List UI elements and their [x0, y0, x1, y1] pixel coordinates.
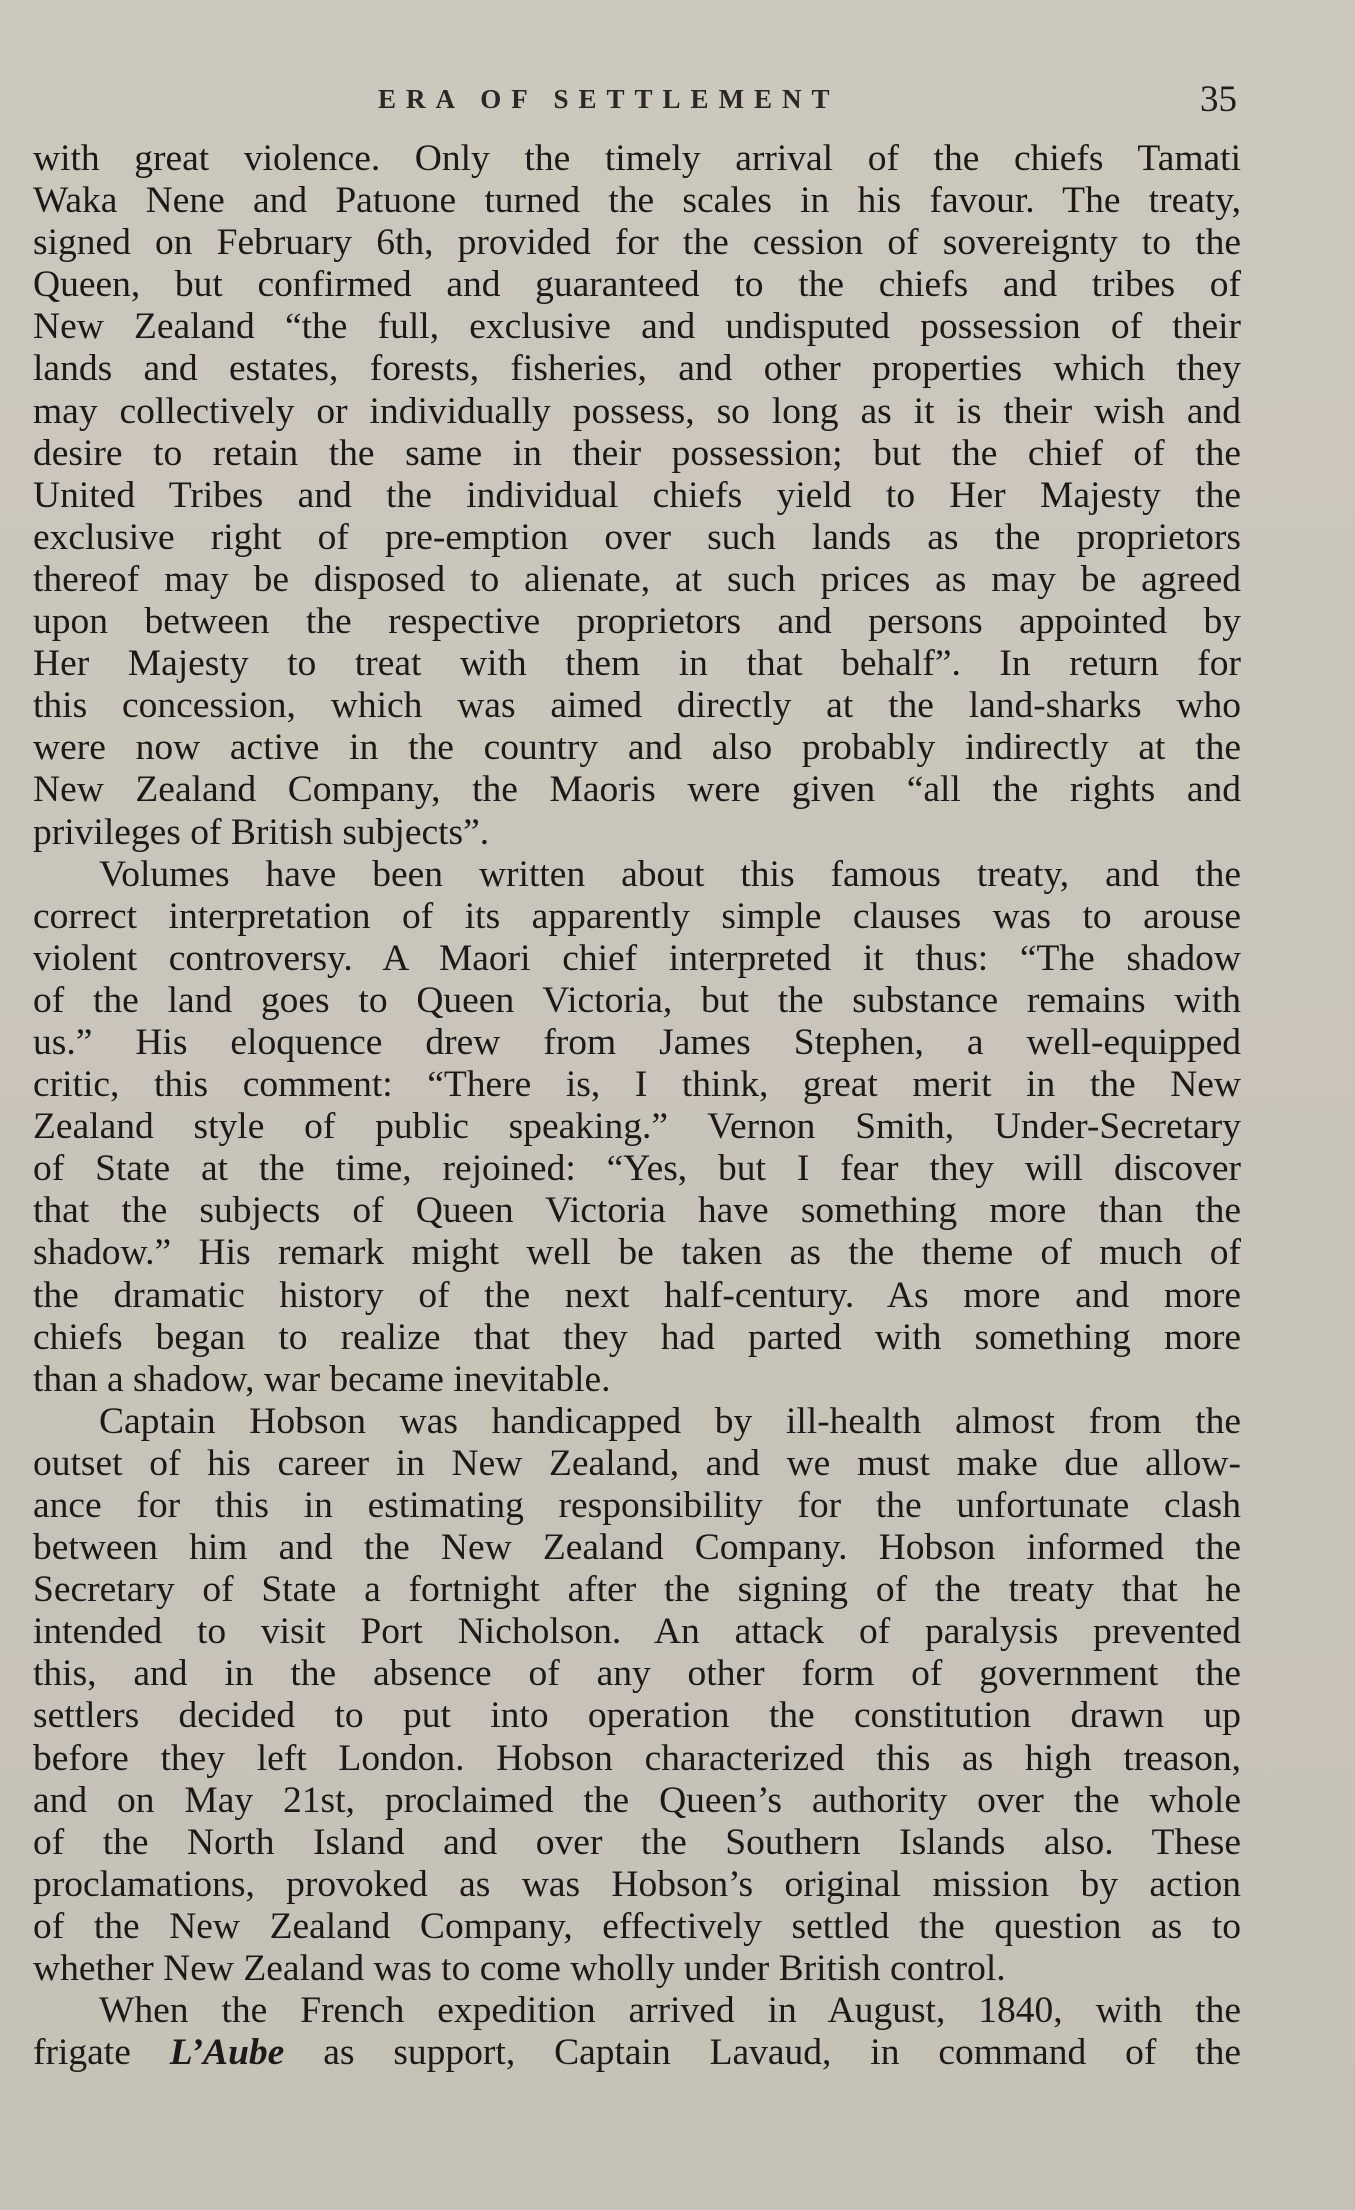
text-line: with great violence. Only the timely arrival of the chiefs Tamati — [33, 138, 1241, 179]
text-line: correct interpretation of its apparently simple clauses was to arouse — [33, 895, 1241, 937]
text-line: than a shadow, war became inevitable. — [33, 1358, 611, 1400]
text-line: of the New Zealand Company, effectively settled the question as to — [33, 1905, 1241, 1947]
text-line: and on May 21st, proclaimed the Queen’s authority over the whole — [33, 1779, 1241, 1821]
text-line: ance for this in estimating responsibility for the unfortunate clash — [33, 1485, 1241, 1526]
text-line: us.” His eloquence drew from James Stephen, a well-equipped — [33, 1021, 1241, 1063]
text-line: whether New Zealand was to come wholly under British control. — [33, 1948, 1006, 1990]
text-line: before they left London. Hobson characterized this as high treason, — [33, 1737, 1241, 1779]
text-line: When the French expedition arrived in August, 1840, with the — [99, 1990, 1241, 2032]
text-line: Queen, but confirmed and guaranteed to the chiefs and tribes of — [33, 264, 1241, 306]
text-line: of State at the time, rejoined: “Yes, but I fear they will discover — [33, 1148, 1241, 1190]
text-line: New Zealand Company, the Maoris were given “all the rights and — [33, 769, 1241, 811]
page-number: 35 — [1200, 79, 1237, 120]
text-line: critic, this comment: “There is, I think, great merit in the New — [33, 1064, 1241, 1106]
text-line: this, and in the absence of any other form of government the — [33, 1653, 1241, 1695]
text-line: between him and the New Zealand Company. Hobson informed the — [33, 1527, 1241, 1569]
text-line: Waka Nene and Patuone turned the scales in his favour. The treaty, — [33, 180, 1241, 222]
text-line: United Tribes and the individual chiefs yield to Her Majesty the — [33, 474, 1241, 516]
text-line: that the subjects of Queen Victoria have something more than the — [33, 1190, 1241, 1232]
text-line: proclamations, provoked as was Hobson’s original mission by action — [33, 1863, 1241, 1905]
text-line: upon between the respective proprietors and persons appointed by — [33, 601, 1241, 643]
text-line: privileges of British subjects”. — [33, 811, 490, 853]
text-line: this concession, which was aimed directly at the land-sharks who — [33, 685, 1241, 727]
text-line: the dramatic history of the next half-century. As more and more — [33, 1274, 1241, 1316]
text-line: outset of his career in New Zealand, and we must make due allow- — [33, 1442, 1241, 1484]
running-head — [0, 78, 1355, 126]
text-line: may collectively or individually possess, so long as it is their wish and — [33, 390, 1241, 432]
text-line: Her Majesty to treat with them in that behalf”. In return for — [33, 643, 1241, 685]
text-line: exclusive right of pre-emption over such lands as the proprietors — [33, 516, 1241, 558]
text-line: Zealand style of public speaking.” Vernon Smith, Under-Secretary — [33, 1106, 1241, 1148]
text-line: of the land goes to Queen Victoria, but the substance remains with — [33, 979, 1241, 1021]
text-line: desire to retain the same in their possession; but the chief of the — [33, 432, 1241, 474]
running-title: ERA OF SETTLEMENT — [378, 84, 840, 114]
text-line: shadow.” His remark might well be taken as the theme of much of — [33, 1232, 1241, 1274]
text-line: New Zealand “the full, exclusive and undisputed possession of their — [33, 306, 1241, 348]
text-line: violent controversy. A Maori chief interpreted it thus: “The shadow — [33, 937, 1241, 979]
text-line: Secretary of State a fortnight after the signing of the treaty that he — [33, 1569, 1241, 1611]
text-line: of the North Island and over the Southern Islands also. These — [33, 1821, 1241, 1863]
ship-name-italic: L’Aube — [169, 2032, 285, 2074]
text-fragment: as support, Captain Lavaud, in command of the — [284, 2032, 1241, 2074]
text-line: intended to visit Port Nicholson. An attack of paralysis prevented — [33, 1611, 1241, 1653]
text-line: settlers decided to put into operation the constitution drawn up — [33, 1695, 1241, 1737]
text-line-last — [33, 2032, 1241, 2074]
text-line: were now active in the country and also probably indirectly at the — [33, 727, 1241, 769]
body-text — [33, 138, 1241, 2074]
text-line: Volumes have been written about this famous treaty, and the — [99, 853, 1241, 895]
text-line: thereof may be disposed to alienate, at such prices as may be agreed — [33, 558, 1241, 600]
text-line: lands and estates, forests, fisheries, and other properties which they — [33, 348, 1241, 390]
text-line: chiefs began to realize that they had parted with something more — [33, 1316, 1241, 1358]
text-line: Captain Hobson was handicapped by ill-health almost from the — [99, 1400, 1241, 1442]
text-line: signed on February 6th, provided for the cession of sovereignty to the — [33, 222, 1241, 264]
text-fragment: frigate — [33, 2032, 170, 2074]
